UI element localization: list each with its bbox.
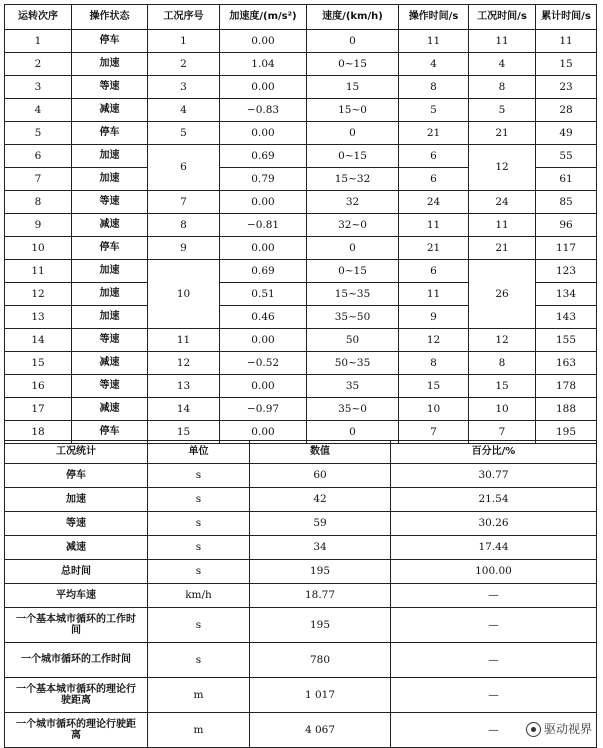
cell-state: 等速 — [72, 191, 148, 214]
cell-cum-time: 61 — [536, 168, 597, 191]
cell-op-time: 12 — [399, 329, 469, 352]
stats-table-header — [5, 441, 597, 464]
table-row — [5, 76, 597, 99]
table-row — [5, 398, 597, 421]
stat-value: 60 — [250, 464, 391, 488]
cell-op-time: 11 — [399, 283, 469, 306]
header-speed: 速度/(km/h) — [307, 5, 399, 30]
cell-order: 4 — [5, 99, 72, 122]
stats-row — [5, 488, 597, 512]
stat-label: 总时间 — [5, 560, 148, 584]
header-order: 运转次序 — [5, 5, 72, 30]
cell-cond-time: 10 — [469, 398, 536, 421]
cell-speed: 0 — [307, 237, 399, 260]
cell-cond-time: 21 — [469, 237, 536, 260]
stat-unit: s — [148, 512, 250, 536]
table-row — [5, 237, 597, 260]
cell-cond: 14 — [148, 398, 220, 421]
stat-pct: — — [391, 643, 597, 678]
cell-op-time: 11 — [399, 30, 469, 53]
cell-op-time: 5 — [399, 99, 469, 122]
table-row — [5, 352, 597, 375]
cycle-table-header — [5, 5, 597, 30]
cell-op-time: 8 — [399, 76, 469, 99]
stat-value: 780 — [250, 643, 391, 678]
cell-accel: 0.00 — [220, 421, 307, 444]
wechat-icon — [526, 722, 541, 737]
stat-pct: — — [391, 584, 597, 608]
stat-label: 一个城市循环的工作时间 — [5, 643, 148, 678]
cell-cond: 2 — [148, 53, 220, 76]
table-row — [5, 53, 597, 76]
cell-accel: 0.51 — [220, 283, 307, 306]
header-state: 操作状态 — [72, 5, 148, 30]
stat-pct: 100.00 — [391, 560, 597, 584]
cell-cond: 11 — [148, 329, 220, 352]
cell-cum-time: 55 — [536, 145, 597, 168]
cell-accel: 0.00 — [220, 76, 307, 99]
cell-cond: 8 — [148, 214, 220, 237]
cell-accel: 0.00 — [220, 30, 307, 53]
cell-order: 7 — [5, 168, 72, 191]
cell-order: 3 — [5, 76, 72, 99]
cell-order: 12 — [5, 283, 72, 306]
cell-cond: 5 — [148, 122, 220, 145]
cell-order: 13 — [5, 306, 72, 329]
header-op-time: 操作时间/s — [399, 5, 469, 30]
stats-table — [4, 440, 597, 748]
cell-op-time: 24 — [399, 191, 469, 214]
stat-value: 18.77 — [250, 584, 391, 608]
stats-row — [5, 560, 597, 584]
watermark-text: 驱动视界 — [543, 722, 592, 736]
cell-op-time: 8 — [399, 352, 469, 375]
cell-cond: 7 — [148, 191, 220, 214]
cell-speed: 35~50 — [307, 306, 399, 329]
cell-speed: 15~32 — [307, 168, 399, 191]
cell-op-time: 7 — [399, 421, 469, 444]
table-row — [5, 122, 597, 145]
cell-cond: 9 — [148, 237, 220, 260]
cell-cond-time: 11 — [469, 214, 536, 237]
cell-state: 减速 — [72, 398, 148, 421]
stats-row — [5, 584, 597, 608]
cell-speed: 35 — [307, 375, 399, 398]
stats-row — [5, 608, 597, 643]
stat-unit: s — [148, 560, 250, 584]
cell-accel: 0.46 — [220, 306, 307, 329]
cell-cum-time: 163 — [536, 352, 597, 375]
stat-unit: m — [148, 678, 250, 713]
cell-state: 加速 — [72, 53, 148, 76]
cell-speed: 0~15 — [307, 53, 399, 76]
cell-cond: 15 — [148, 421, 220, 444]
cell-speed: 0 — [307, 30, 399, 53]
stat-unit: km/h — [148, 584, 250, 608]
stat-value: 42 — [250, 488, 391, 512]
watermark — [523, 719, 595, 738]
stat-label: 平均车速 — [5, 584, 148, 608]
stat-value: 34 — [250, 536, 391, 560]
cell-cum-time: 188 — [536, 398, 597, 421]
table-row — [5, 99, 597, 122]
cell-state: 加速 — [72, 306, 148, 329]
cell-order: 18 — [5, 421, 72, 444]
cell-order: 2 — [5, 53, 72, 76]
cell-cum-time: 49 — [536, 122, 597, 145]
cell-state: 加速 — [72, 283, 148, 306]
cell-cond: 1 — [148, 30, 220, 53]
cell-op-time: 4 — [399, 53, 469, 76]
stat-value: 195 — [250, 608, 391, 643]
cell-order: 15 — [5, 352, 72, 375]
stat-unit: s — [148, 643, 250, 678]
stat-pct: — — [391, 678, 597, 713]
cell-state: 加速 — [72, 260, 148, 283]
cell-speed: 15 — [307, 76, 399, 99]
cell-state: 加速 — [72, 145, 148, 168]
cell-state: 等速 — [72, 76, 148, 99]
cell-cond-time: 12 — [469, 145, 536, 191]
stats-row — [5, 512, 597, 536]
header-cum-time: 累计时间/s — [536, 5, 597, 30]
cell-speed: 0 — [307, 122, 399, 145]
cell-op-time: 6 — [399, 145, 469, 168]
cell-op-time: 9 — [399, 306, 469, 329]
cell-cum-time: 23 — [536, 76, 597, 99]
stat-label: 一个城市循环的理论行驶距离 — [5, 713, 148, 748]
stat-value: 1 017 — [250, 678, 391, 713]
cell-cum-time: 117 — [536, 237, 597, 260]
cell-cond-time: 21 — [469, 122, 536, 145]
stat-value: 195 — [250, 560, 391, 584]
table-row — [5, 191, 597, 214]
cell-speed: 0 — [307, 421, 399, 444]
stat-label: 停车 — [5, 464, 148, 488]
cell-cond: 10 — [148, 260, 220, 329]
cell-accel: 0.00 — [220, 122, 307, 145]
stat-unit: s — [148, 464, 250, 488]
cell-order: 14 — [5, 329, 72, 352]
cell-accel: −0.52 — [220, 352, 307, 375]
stat-label: 等速 — [5, 512, 148, 536]
cell-accel: 0.00 — [220, 375, 307, 398]
cell-accel: −0.97 — [220, 398, 307, 421]
cell-cond: 6 — [148, 145, 220, 191]
cell-order: 8 — [5, 191, 72, 214]
header-accel: 加速度/(m/s²) — [220, 5, 307, 30]
cell-state: 加速 — [72, 168, 148, 191]
stat-label: 一个基本城市循环的工作时间 — [5, 608, 148, 643]
cell-op-time: 21 — [399, 122, 469, 145]
stat-pct: 21.54 — [391, 488, 597, 512]
cell-cum-time: 85 — [536, 191, 597, 214]
cell-cond-time: 8 — [469, 352, 536, 375]
cell-speed: 32 — [307, 191, 399, 214]
cell-state: 停车 — [72, 421, 148, 444]
cell-speed: 50~35 — [307, 352, 399, 375]
cell-op-time: 6 — [399, 168, 469, 191]
stat-pct: 17.44 — [391, 536, 597, 560]
cell-cond: 3 — [148, 76, 220, 99]
cell-state: 停车 — [72, 122, 148, 145]
cell-cond-time: 8 — [469, 76, 536, 99]
cell-accel: 1.04 — [220, 53, 307, 76]
cell-speed: 15~35 — [307, 283, 399, 306]
stat-pct: — — [391, 608, 597, 643]
cell-order: 5 — [5, 122, 72, 145]
cell-speed: 50 — [307, 329, 399, 352]
cell-speed: 0~15 — [307, 145, 399, 168]
stats-row — [5, 643, 597, 678]
table-row — [5, 329, 597, 352]
cell-accel: 0.00 — [220, 237, 307, 260]
stat-pct: — — [391, 713, 597, 748]
stat-pct: 30.77 — [391, 464, 597, 488]
cell-op-time: 21 — [399, 237, 469, 260]
cell-accel: 0.79 — [220, 168, 307, 191]
cell-speed: 15~0 — [307, 99, 399, 122]
cell-state: 减速 — [72, 214, 148, 237]
cell-cond-time: 5 — [469, 99, 536, 122]
stat-unit: m — [148, 713, 250, 748]
cell-cond-time: 12 — [469, 329, 536, 352]
cell-cum-time: 15 — [536, 53, 597, 76]
cell-speed: 0~15 — [307, 260, 399, 283]
header-cond: 工况序号 — [148, 5, 220, 30]
stats-row — [5, 536, 597, 560]
cell-order: 1 — [5, 30, 72, 53]
stats-header-pct: 百分比/% — [391, 441, 597, 464]
cell-state: 停车 — [72, 30, 148, 53]
cell-order: 10 — [5, 237, 72, 260]
cell-cond-time: 15 — [469, 375, 536, 398]
header-cond-time: 工况时间/s — [469, 5, 536, 30]
table-row — [5, 214, 597, 237]
cell-cond-time: 4 — [469, 53, 536, 76]
cell-speed: 35~0 — [307, 398, 399, 421]
cell-accel: 0.69 — [220, 260, 307, 283]
cell-cum-time: 96 — [536, 214, 597, 237]
stat-unit: s — [148, 488, 250, 512]
cell-state: 减速 — [72, 352, 148, 375]
cell-cond-time: 11 — [469, 30, 536, 53]
cell-accel: −0.81 — [220, 214, 307, 237]
cell-cond: 13 — [148, 375, 220, 398]
cell-cum-time: 123 — [536, 260, 597, 283]
cell-cum-time: 195 — [536, 421, 597, 444]
stats-row — [5, 713, 597, 748]
cell-op-time: 10 — [399, 398, 469, 421]
cell-cond: 12 — [148, 352, 220, 375]
cell-cond-time: 26 — [469, 260, 536, 329]
table-row — [5, 375, 597, 398]
stat-value: 59 — [250, 512, 391, 536]
stats-header-unit: 单位 — [148, 441, 250, 464]
cell-state: 停车 — [72, 237, 148, 260]
cell-order: 17 — [5, 398, 72, 421]
cell-accel: 0.69 — [220, 145, 307, 168]
cell-cum-time: 143 — [536, 306, 597, 329]
cell-cum-time: 155 — [536, 329, 597, 352]
stat-value: 4 067 — [250, 713, 391, 748]
stat-label: 加速 — [5, 488, 148, 512]
stat-unit: s — [148, 536, 250, 560]
cycle-table — [4, 4, 597, 444]
cell-cum-time: 178 — [536, 375, 597, 398]
cell-state: 等速 — [72, 375, 148, 398]
stat-label: 减速 — [5, 536, 148, 560]
stat-label: 一个基本城市循环的理论行驶距离 — [5, 678, 148, 713]
cell-accel: 0.00 — [220, 191, 307, 214]
cell-order: 9 — [5, 214, 72, 237]
table-row — [5, 145, 597, 168]
cell-cond-time: 24 — [469, 191, 536, 214]
cell-order: 6 — [5, 145, 72, 168]
cell-cum-time: 28 — [536, 99, 597, 122]
cell-state: 等速 — [72, 329, 148, 352]
stat-pct: 30.26 — [391, 512, 597, 536]
cell-op-time: 11 — [399, 214, 469, 237]
cell-order: 11 — [5, 260, 72, 283]
cell-cum-time: 134 — [536, 283, 597, 306]
stats-row — [5, 678, 597, 713]
cell-cond-time: 7 — [469, 421, 536, 444]
cell-state: 减速 — [72, 99, 148, 122]
stats-row — [5, 464, 597, 488]
cell-speed: 32~0 — [307, 214, 399, 237]
cell-order: 16 — [5, 375, 72, 398]
cell-accel: −0.83 — [220, 99, 307, 122]
cell-accel: 0.00 — [220, 329, 307, 352]
cell-cum-time: 11 — [536, 30, 597, 53]
stats-header-label: 工况统计 — [5, 441, 148, 464]
table-row — [5, 260, 597, 283]
table-row — [5, 30, 597, 53]
cell-op-time: 6 — [399, 260, 469, 283]
stats-header-value: 数值 — [250, 441, 391, 464]
stat-unit: s — [148, 608, 250, 643]
cell-op-time: 15 — [399, 375, 469, 398]
cell-cond: 4 — [148, 99, 220, 122]
